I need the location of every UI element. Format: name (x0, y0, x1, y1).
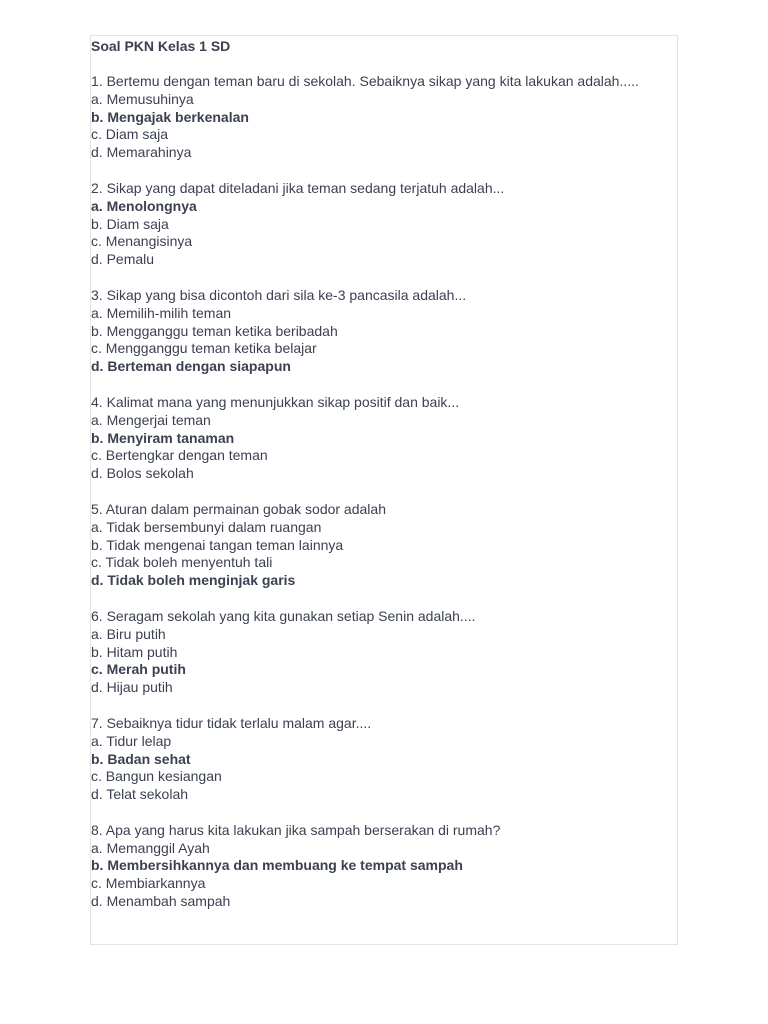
question-text: 2. Sikap yang dapat diteladani jika teman sedang terjatuh adalah... (91, 179, 505, 196)
answer-option: c. Bangun kesiangan (91, 768, 222, 785)
correct-answer-option: b. Membersihkannya dan membuang ke tempat sampah (91, 857, 463, 874)
question-block (91, 715, 677, 804)
answer-option: c. Membiarkannya (91, 875, 206, 892)
correct-answer-option: c. Merah putih (91, 661, 186, 678)
answer-option: b. Tidak mengenai tangan teman lainnya (91, 536, 344, 553)
answer-option: d. Hijau putih (91, 679, 173, 696)
answer-option: b. Hitam putih (91, 643, 178, 660)
answer-option: a. Tidur lelap (91, 732, 172, 749)
answer-option: c. Diam saja (91, 126, 169, 143)
answer-option: a. Biru putih (91, 625, 166, 642)
answer-options (91, 626, 677, 697)
question-block (91, 608, 677, 697)
correct-answer-option: d. Tidak boleh menginjak garis (91, 572, 296, 589)
document-page (90, 35, 678, 945)
answer-option: c. Mengganggu teman ketika belajar (91, 340, 317, 357)
answer-options (91, 519, 677, 590)
question-text: 6. Seragam sekolah yang kita gunakan setiap Senin adalah.... (91, 607, 476, 624)
question-block (91, 73, 677, 162)
answer-option: d. Memarahinya (91, 144, 192, 161)
correct-answer-option: b. Menyiram tanaman (91, 429, 235, 446)
answer-option: c. Menangisinya (91, 233, 193, 250)
answer-option: a. Memusuhinya (91, 90, 194, 107)
answer-options (91, 91, 677, 162)
answer-option: a. Memanggil Ayah (91, 839, 210, 856)
answer-option: c. Tidak boleh menyentuh tali (91, 554, 273, 571)
question-text: 7. Sebaiknya tidur tidak terlalu malam agar.... (91, 714, 372, 731)
question-text: 3. Sikap yang bisa dicontoh dari sila ke-3 pancasila adalah... (91, 286, 467, 303)
answer-options (91, 840, 677, 911)
question-block (91, 287, 677, 376)
answer-options (91, 305, 677, 376)
correct-answer-option: b. Mengajak berkenalan (91, 108, 249, 125)
question-block (91, 822, 677, 911)
answer-option: d. Menambah sampah (91, 893, 231, 910)
answer-option: d. Pemalu (91, 251, 155, 268)
answer-option: a. Memilih-milih teman (91, 304, 232, 321)
question-text: 4. Kalimat mana yang menunjukkan sikap positif dan baik... (91, 393, 460, 410)
question-block (91, 394, 677, 483)
answer-option: b. Mengganggu teman ketika beribadah (91, 322, 338, 339)
question-text: 5. Aturan dalam permainan gobak sodor adalah (91, 500, 386, 517)
document-title: Soal PKN Kelas 1 SD (91, 38, 231, 54)
answer-option: c. Bertengkar dengan teman (91, 447, 268, 464)
question-text: 8. Apa yang harus kita lakukan jika sampah berserakan di rumah? (91, 821, 501, 838)
question-list (91, 73, 677, 911)
answer-option: b. Diam saja (91, 215, 169, 232)
answer-option: a. Tidak bersembunyi dalam ruangan (91, 518, 322, 535)
answer-option: d. Bolos sekolah (91, 465, 194, 482)
answer-options (91, 198, 677, 269)
answer-option: d. Telat sekolah (91, 786, 189, 803)
correct-answer-option: b. Badan sehat (91, 750, 191, 767)
question-text: 1. Bertemu dengan teman baru di sekolah. Sebaiknya sikap yang kita lakukan adalah..... (91, 73, 639, 89)
answer-options (91, 733, 677, 804)
correct-answer-option: a. Menolongnya (91, 197, 197, 214)
correct-answer-option: d. Berteman dengan siapapun (91, 358, 291, 375)
answer-options (91, 412, 677, 483)
answer-option: a. Mengerjai teman (91, 411, 211, 428)
question-block (91, 180, 677, 269)
question-block (91, 501, 677, 590)
